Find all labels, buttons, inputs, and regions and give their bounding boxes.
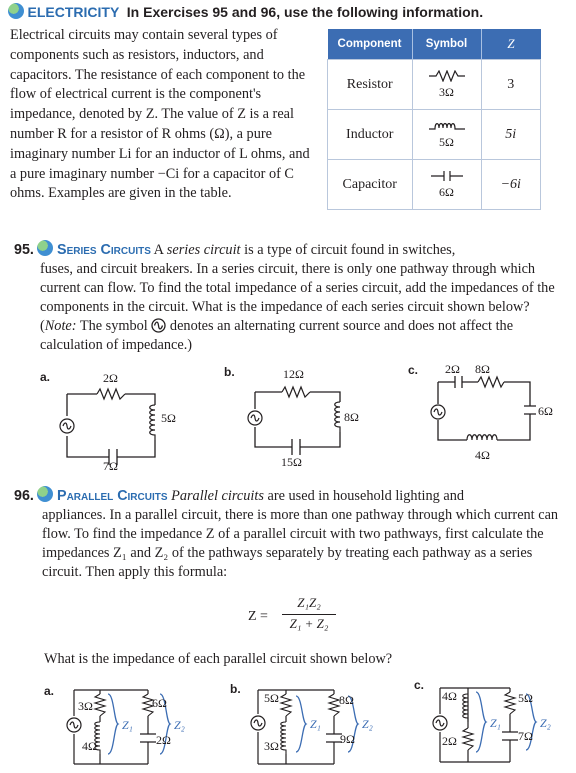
- text-body: appliances. In a parallel circuit, there is more than one pathway through which current can flow. To find the impedance Z of a parallel circuit with two pathways, first calculate the impedances Z₁ and Z₂ of the pathways separately by treating each pathway as a series circuit. Then apply this formula:: [42, 507, 559, 580]
- value-top: 12Ω: [283, 367, 304, 381]
- circuit-label: b.: [224, 365, 235, 379]
- cell-z: 3: [481, 60, 541, 110]
- value-left-bottom: 4Ω: [82, 739, 97, 753]
- header-z: Z: [481, 29, 541, 60]
- globe-icon: [37, 240, 53, 256]
- question-text: What is the impedance of each parallel circuit shown below?: [44, 651, 393, 667]
- parallel-circuit-b: [244, 682, 389, 772]
- parallel-circuit-a: [60, 682, 200, 772]
- note-text-1: The symbol: [79, 318, 148, 334]
- capacitor-symbol-icon: [427, 170, 467, 182]
- value-right-bottom: 7Ω: [518, 729, 533, 743]
- series-circuit-c: [420, 360, 570, 470]
- text-body: fuses, and circuit breakers. In a series circuit, there is only one pathway through which current can flow. To find the total impedance of a series circuit, add the impedances of the components in the circuit. What is the impedance of each series circuit shown below? (: [40, 261, 555, 334]
- value-right: 5Ω: [161, 411, 176, 425]
- circuit-label: a.: [40, 370, 51, 384]
- series-circuit-b: [240, 365, 380, 475]
- cell-z: −6i: [481, 160, 541, 210]
- component-table: [327, 29, 541, 210]
- cell-z: 5i: [481, 110, 541, 160]
- cell-symbol: [412, 110, 481, 160]
- value-left-top: 5Ω: [264, 691, 279, 705]
- topic-label: ELECTRICITY: [27, 4, 120, 20]
- value-right-top: 8Ω: [339, 693, 354, 707]
- symbol-value: 6Ω: [439, 184, 454, 199]
- series-circuit-a: [55, 365, 195, 475]
- inductor-symbol-icon: [427, 120, 467, 132]
- exercise-number: 95.: [14, 242, 34, 258]
- z1-label: Z₁: [310, 717, 321, 731]
- exercise-title: Series Circuits: [57, 242, 151, 258]
- term-parallel-circuits: Parallel circuits: [171, 488, 264, 504]
- value-left-bottom: 2Ω: [442, 734, 457, 748]
- formula-lhs: Z =: [248, 609, 268, 624]
- parallel-circuit-c: [428, 680, 573, 770]
- value-left-top: 3Ω: [78, 699, 93, 713]
- cell-component: Inductor: [328, 110, 413, 160]
- value-right: 8Ω: [344, 410, 359, 424]
- globe-icon: [37, 486, 53, 502]
- z1-label: Z₁: [122, 718, 133, 732]
- cell-component: Capacitor: [328, 160, 413, 210]
- note-label: Note:: [44, 318, 77, 334]
- value-left-bottom: 3Ω: [264, 739, 279, 753]
- cell-symbol: [412, 60, 481, 110]
- note-text-2: denotes an alternating current source and does not affect the calculation of impedance.): [40, 318, 514, 353]
- symbol-value: 5Ω: [439, 134, 454, 149]
- value-right: 6Ω: [538, 404, 553, 418]
- circuit-label: a.: [44, 684, 55, 698]
- table-row: [328, 110, 541, 160]
- table-row: [328, 60, 541, 110]
- circuit-label: c.: [414, 678, 425, 692]
- z2-label: Z₂: [174, 718, 185, 732]
- circuit-label: c.: [408, 363, 419, 377]
- exercise-number: 96.: [14, 488, 34, 504]
- header-component: Component: [328, 29, 413, 60]
- formula-numerator: Z₁Z₂: [297, 595, 321, 610]
- value-bottom: 7Ω: [103, 459, 118, 473]
- table-row: [328, 160, 541, 210]
- value-right-top: 6Ω: [152, 696, 167, 710]
- exercise-95: [14, 240, 562, 355]
- value-right-top: 5Ω: [518, 691, 533, 705]
- symbol-value: 3Ω: [439, 84, 454, 99]
- cell-component: Resistor: [328, 60, 413, 110]
- intro-paragraph: Electrical circuits may contain several types of components such as resistors, inductors, and capacitors. The resistance of each component to the flow of electrical current is the component's impedance, denoted by Z. The value of Z is a real number R for a resistor of R ohms (Ω), a pure imaginary number Li for an inductor of L ohms, and a pure imaginary number −Ci for a capacitor of C ohms. Examples are given in the table.: [10, 27, 310, 202]
- globe-icon: [8, 3, 24, 19]
- text-line1: is a type of circuit found in switches,: [244, 242, 456, 258]
- value-left-top: 4Ω: [442, 689, 457, 703]
- formula-denominator: Z₁ + Z₂: [289, 616, 329, 631]
- term-series-circuit: series circuit: [166, 242, 241, 258]
- z1-label: Z₁: [490, 716, 501, 730]
- instruction-text: In Exercises 95 and 96, use the following information.: [126, 4, 484, 20]
- exercise-title: Parallel Circuits: [57, 488, 168, 504]
- value-bottom: 4Ω: [475, 448, 490, 462]
- resistor-symbol-icon: [427, 70, 467, 82]
- z2-label: Z₂: [362, 717, 373, 731]
- value-top: 2Ω: [103, 371, 118, 385]
- circuit-label: b.: [230, 682, 241, 696]
- text-line1: are used in household lighting and: [267, 488, 465, 504]
- ac-source-icon: [151, 318, 166, 333]
- header-symbol: Symbol: [412, 29, 481, 60]
- value-bottom: 15Ω: [281, 455, 302, 469]
- value-top-2: 8Ω: [475, 362, 490, 376]
- cell-symbol: [412, 160, 481, 210]
- text-a: A: [153, 242, 164, 258]
- formula-bar: [282, 614, 336, 615]
- section-header: [8, 3, 483, 22]
- exercise-96: [14, 486, 564, 582]
- value-top-1: 2Ω: [445, 362, 460, 376]
- z2-label: Z₂: [540, 716, 551, 730]
- value-right-bottom: 2Ω: [156, 733, 171, 747]
- value-right-bottom: 9Ω: [340, 732, 355, 746]
